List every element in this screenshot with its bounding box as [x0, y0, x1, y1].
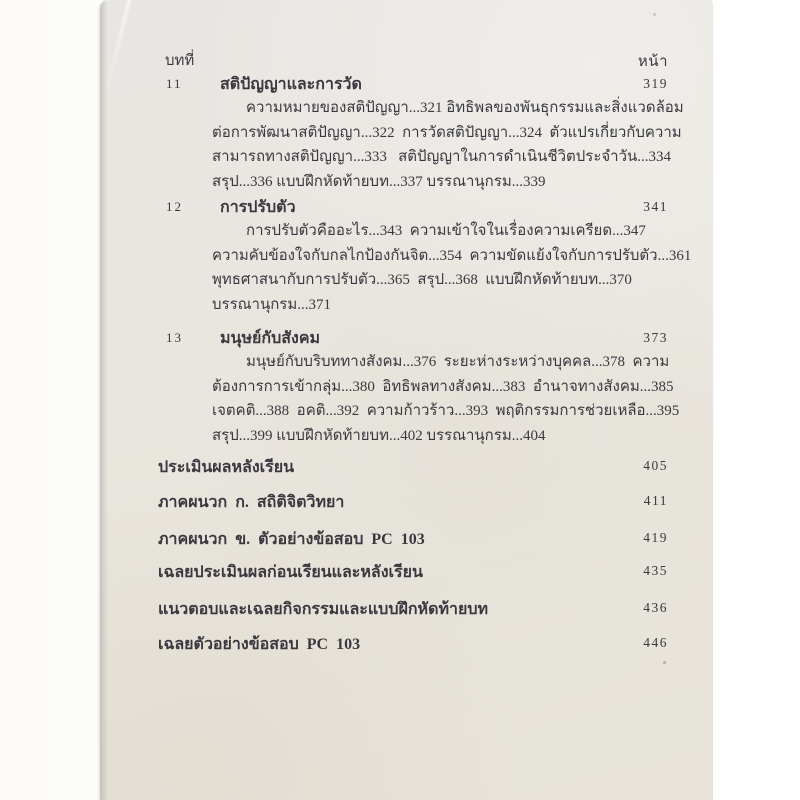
chapter-description: [212, 219, 691, 317]
chapter-number: 13: [166, 330, 183, 345]
description-line: มนุษย์กับบริบททางสังคม...376 ระยะห่างระหว่างบุคคล...378 ความ: [246, 354, 670, 370]
chapter-title: มนุษย์กับสังคม: [220, 330, 321, 347]
description-line: การปรับตัวคืออะไร...343 ความเข้าใจในเรื่องความเครียด...347: [246, 223, 646, 239]
section-page-number: 436: [643, 600, 668, 615]
chapter-description: [212, 96, 684, 194]
toc-header-page-label: หน้า: [637, 54, 668, 70]
chapter-page-number: 373: [643, 330, 668, 345]
section-title: เฉลยตัวอย่างข้อสอบ PC 103: [158, 636, 361, 653]
section-page-number: 405: [643, 458, 668, 473]
description-line: ต่อการพัฒนาสติปัญญา...322 การวัดสติปัญญา...324 ตัวแปรเกี่ยวกับความ: [212, 124, 682, 141]
section-title: เฉลยประเมินผลก่อนเรียนและหลังเรียน: [158, 564, 423, 581]
description-line: ความคับข้องใจกับกลไกป้องกันจิต...354 ความขัดแย้งใจกับการปรับตัว...361: [212, 247, 692, 264]
description-line: สรุป...399 แบบฝึกหัดท้ายบท...402 บรรณานุกรม...404: [212, 427, 546, 444]
chapter-title: สติปัญญาและการวัด: [220, 76, 362, 93]
section-page-number: 435: [643, 563, 668, 578]
section-page-number: 419: [643, 530, 668, 545]
description-line: สามารถทางสติปัญญา...333 สติปัญญาในการดำเนินชีวิตประจำวัน...334: [212, 149, 672, 165]
chapter-page-number: 341: [643, 199, 668, 214]
section-page-number: 411: [643, 493, 668, 508]
chapter-number: 11: [166, 76, 183, 91]
description-line: เจตคติ...388 อคติ...392 ความก้าวร้าว...393 พฤติกรรมการช่วยเหลือ...395: [212, 403, 680, 419]
chapter-page-number: 319: [643, 76, 668, 91]
section-title: ภาคผนวก ข. ตัวอย่างข้อสอบ PC 103: [158, 531, 425, 548]
section-title: ภาคผนวก ก. สถิติจิตวิทยา: [158, 494, 345, 511]
description-line: พุทธศาสนากับการปรับตัว...365 สรุป...368 แบบฝึกหัดท้ายบท...370: [212, 272, 632, 288]
chapter-description: [212, 350, 679, 448]
description-line: บรรณานุกรม...371: [212, 296, 332, 313]
paper-speck: [663, 661, 666, 664]
section-title: แนวตอบและเฉลยกิจกรรมและแบบฝึกหัดท้ายบท: [158, 601, 489, 618]
description-line: ความหมายของสติปัญญา...321 อิทธิพลของพันธุกรรมและสิ่งแวดล้อม: [246, 100, 684, 116]
section-title: ประเมินผลหลังเรียน: [158, 459, 295, 476]
description-line: สรุป...336 แบบฝึกหัดท้ายบท...337 บรรณานุกรม...339: [212, 173, 546, 190]
chapter-number: 12: [166, 199, 183, 214]
page-left-edge-shadow: [100, 0, 108, 800]
section-page-number: 446: [643, 635, 668, 650]
description-line: ต้องการการเข้ากลุ่ม...380 อิทธิพลทางสังคม...383 อำนาจทางสังคม...385: [212, 378, 674, 395]
toc-header-chapter-label: บทที่: [165, 53, 195, 69]
chapter-title: การปรับตัว: [220, 199, 296, 216]
book-page: [100, 0, 713, 800]
paper-speck: [653, 13, 656, 16]
